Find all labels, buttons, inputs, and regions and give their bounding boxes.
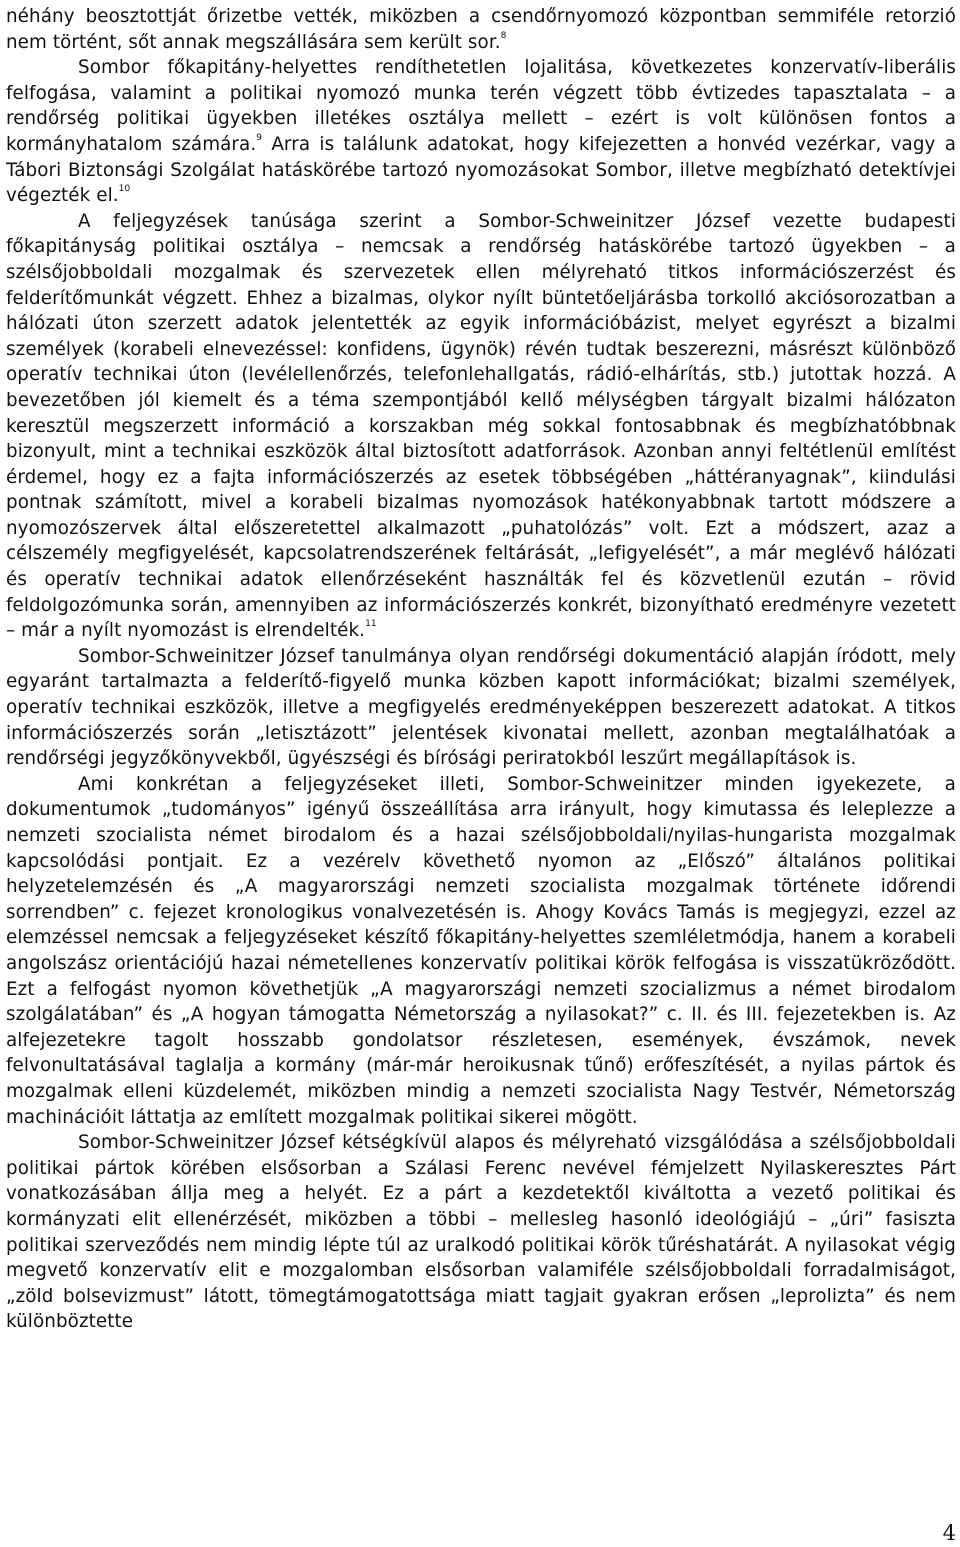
footnote-ref[interactable]: 8	[500, 30, 507, 41]
paragraph-text: néhány beosztottját őrizetbe vették, miközben a csendőrnyomozó központban semmiféle retorzió nem történt, sőt annak megszállására sem került sor.	[6, 6, 956, 53]
body-text	[6, 4, 956, 1335]
footnote-ref[interactable]: 9	[256, 132, 263, 143]
paragraph	[6, 644, 956, 772]
footnote-ref[interactable]: 10	[118, 184, 131, 195]
footnote-ref[interactable]: 11	[365, 619, 377, 630]
paragraph-text: Sombor-Schweinitzer József kétségkívül alapos és mélyreható vizsgálódása a szélsőjobboldali politikai pártok körében elsősorban a Szálasi Ferenc nevével fémjelzett Nyilaskeresztes Párt vonatkozásában állja meg a helyét. Ez a párt a kezdetektől kiváltotta a vezető politikai és kormányzati elit ellenérzését, miközben a többi – mellesleg hasonló ideológiájú – „úri” fasiszta politikai szerveződés nem mindig lépte túl az uralkodó politikai körök tűréshatárát. A nyilasokat végig megvető konzervatív elit e mozgalomban elsősorban valamiféle szélsőjobboldali forradalmiságot, „zöld bolsevizmust” látott, tömegtámogatottsága miatt tagjait gyakran erősen „leprolizta” és nem különböztette	[6, 1132, 956, 1333]
paragraph	[6, 772, 956, 1130]
paragraph	[6, 209, 956, 644]
paragraph	[6, 55, 956, 209]
paragraph-text: A feljegyzések tanúsága szerint a Sombor-Schweinitzer József vezette budapesti főkapitányság politikai osztálya – nemcsak a rendőrség hatáskörébe tartozó ügyekben – a szélsőjobboldali mozgalmak és szervezetek ellen mélyreható titkos információszerzést és felderítőmunkát végzett. Ehhez a bizalmas, olykor nyílt büntetőeljárásba torkolló akciósorozatban a hálózati úton szerzett adatok jelentették az egyik információbázist, melyet egyrészt a bizalmi személyek (korabeli elnevezéssel: konfidens, ügynök) révén tudtak beszerezni, másrészt különböző operatív technikai úton (levélellenőrzés, telefonlehallgatás, rádió-elhárítás, stb.) jutottak hozzá. A bevezetőben jól kiemelt és a téma szempontjából kellő mélységben tárgyalt bizalmi hálózaton keresztül megszerzett információ a korszakban még sokkal fontosabbnak és megbízhatóbbnak bizonyult, mint a technikai eszközök által biztosított adatforrások. Azonban annyi feltétlenül említést érdemel, hogy ez a fajta információszerzés az esetek többségében „háttéranyagnak”, kiindulási pontnak számított, mivel a korabeli bizalmas nyomozások hatékonyabbnak tartott módszere a nyomozószervek által előszeretettel alkalmazott „puhatolózás” volt. Ezt a módszert, azaz a célszemély megfigyelését, kapcsolatrendszerének feltárását, „lefigyelését”, a már meglévő hálózati és operatív technikai adatok ellenőrzéseként használták fel és közvetlenül ezután – rövid feldolgozómunka során, amennyiben az információszerzés konkrét, bizonyítható eredményre vezetett – már a nyílt nyomozást is elrendelték.	[6, 210, 956, 642]
paragraph-text: Sombor-Schweinitzer József tanulmánya olyan rendőrségi dokumentáció alapján íródott, mely egyaránt tartalmazta a felderítő-figyelő munka közben kapott információkat; bizalmi személyek, operatív technikai eszközök, illetve a megfigyelés eredményeképpen beszerezett adatokat. A titkos információszerzés során „letisztázott” jelentések kivonatai mellett, azonban megtalálhatóak a rendőrségi jegyzőkönyvekből, ügyészségi és bírósági periratokból leszűrt megállapítások is.	[6, 645, 956, 770]
paragraph-text: Sombor főkapitány-helyettes rendíthetetlen lojalitása, következetes konzervatív-liberális felfogása, valamint a politikai nyomozó munka terén végzett több évtizedes tapasztalata – a rendőrség politikai ügyekben illetékes osztálya mellett – ezért is volt különösen fontos a kormányhatalom számára.	[6, 57, 956, 155]
document-page	[6, 4, 956, 1335]
paragraph	[6, 1130, 956, 1335]
paragraph-text: Arra is találunk adatokat, hogy kifejezetten a honvéd vezérkar, vagy a Tábori Biztonsági Szolgálat hatáskörébe tartozó nyomozásokat Sombor, illetve megbízható detektívjei végezték el.	[6, 133, 956, 207]
paragraph-text: Ami konkrétan a feljegyzéseket illeti, Sombor-Schweinitzer minden igyekezete, a dokumentumok „tudományos” igényű összeállítása arra irányult, hogy kimutassa és leleplezze a nemzeti szocialista német birodalom és a hazai szélsőjobboldali/nyilas-hungarista mozgalmak kapcsolódási pontjait. Ez a vezérelv követhető nyomon az „Előszó” általános politikai helyzetelemzésén és „A magyarországi nemzeti szocialista mozgalmak története időrendi sorrendben” c. fejezet kronologikus vonalvezetésén is. Ahogy Kovács Tamás is megjegyzi, ezzel az elemzéssel nemcsak a feljegyzéseket készítő főkapitány-helyettes szemléletmódja, hanem a korabeli angolszász orientációjú hazai németellenes konzervatív politikai körök felfogása is visszatükröződött. Ezt a felfogást nyomon követhetjük „A magyarországi nemzeti szocializmus a német birodalom szolgálatában” és „A hogyan támogatta Németország a nyilasokat?” c. II. és III. fejezetekben is. Az alfejezetekre tagolt hosszabb gondolatsor részletesen, események, évszámok, nevek felvonultatásával taglalja a kormány (már-már heroikusnak tűnő) erőfeszítését, a nyilas pártok és mozgalmak elleni küzdelemét, miközben mindig a nemzeti szocialista Nagy Testvér, Németország machinációit láttatja az említett mozgalmak politikai sikerei mögött.	[6, 773, 956, 1128]
paragraph	[6, 4, 956, 55]
page-number: 4	[942, 1521, 956, 1545]
